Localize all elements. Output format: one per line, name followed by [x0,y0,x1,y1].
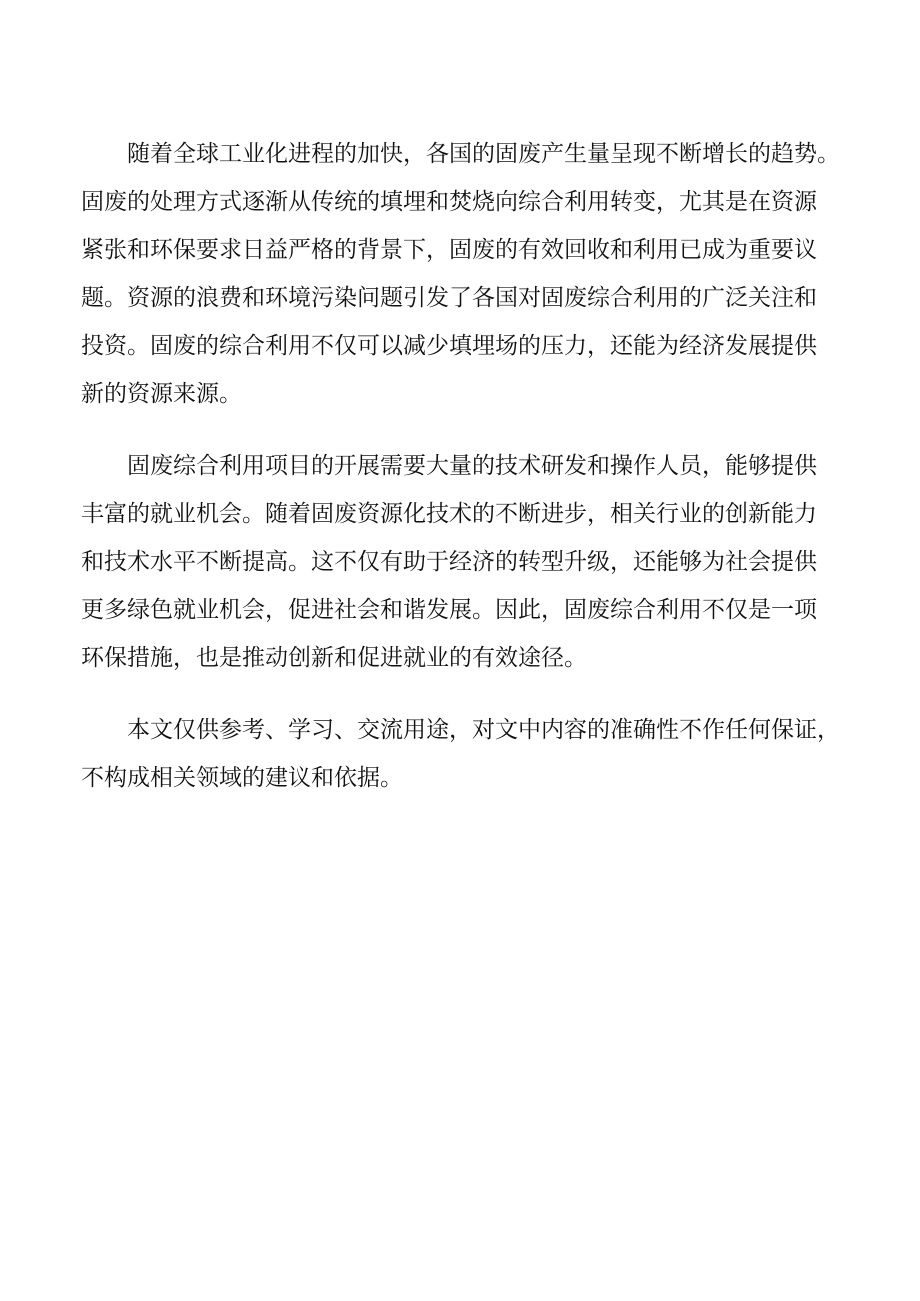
paragraph-line: 本文仅供参考、学习、交流用途，对文中内容的准确性不作任何保证， [127,717,840,743]
paragraph-line: 和技术水平不断提高。这不仅有助于经济的转型升级，还能够为社会提供 [81,549,817,575]
paragraph-1 [81,130,851,418]
paragraph-3 [81,706,851,802]
paragraph-line: 固废的处理方式逐渐从传统的填埋和焚烧向综合利用转变，尤其是在资源 [81,189,817,215]
paragraph-line: 固废综合利用项目的开展需要大量的技术研发和操作人员，能够提供 [127,453,817,479]
paragraph-line: 不构成相关领域的建议和依据。 [81,765,403,791]
paragraph-line: 更多绿色就业机会，促进社会和谐发展。因此，固废综合利用不仅是一项 [81,597,817,623]
paragraph-line: 随着全球工业化进程的加快，各国的固废产生量呈现不断增长的趋势。 [127,141,840,167]
paragraph-line: 丰富的就业机会。随着固废资源化技术的不断进步，相关行业的创新能力 [81,501,817,527]
paragraph-line: 紧张和环保要求日益严格的背景下，固废的有效回收和利用已成为重要议 [81,237,817,263]
document-body [81,130,851,825]
paragraph-line: 题。资源的浪费和环境污染问题引发了各国对固废综合利用的广泛关注和 [81,285,817,311]
paragraph-line: 新的资源来源。 [81,381,242,407]
paragraph-line: 环保措施，也是推动创新和促进就业的有效途径。 [81,645,587,671]
paragraph-line: 投资。固废的综合利用不仅可以减少填埋场的压力，还能为经济发展提供 [81,333,817,359]
paragraph-2 [81,442,851,682]
